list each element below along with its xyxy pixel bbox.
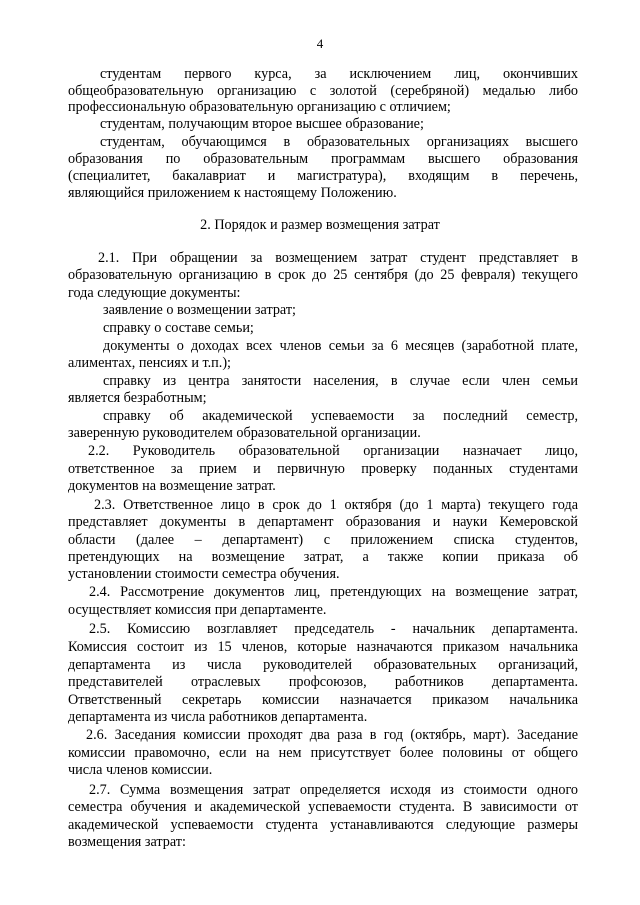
text-line: документов на возмещение затрат. <box>68 478 276 494</box>
text-line: 2.4. Рассмотрение документов лиц, претендующих на возмещение затрат, <box>89 584 578 600</box>
text-line: студентам первого курса, за исключением лиц, окончивших <box>100 66 578 82</box>
text-line: академической успеваемости студента устанавливаются следующие размеры <box>68 817 578 833</box>
text-line: возмещения затрат: <box>68 834 186 850</box>
text-line: департамента из числа руководителей образовательных организаций, <box>68 657 578 673</box>
page-number: 4 <box>316 36 324 51</box>
text-line: (специалитет, бакалавриат и магистратура), входящим в перечень, <box>68 168 578 184</box>
text-line: Ответственный секретарь комиссии назначается приказом начальника <box>68 692 578 708</box>
text-line: установлении стоимости семестра обучения. <box>68 566 340 582</box>
text-line: студентам, обучающимся в образовательных организациях высшего <box>100 134 578 150</box>
text-line: семестра обучения и академической успеваемости студента. В зависимости от <box>68 799 578 815</box>
text-line: представителей отраслевых профсоюзов, работников департамента. <box>68 674 578 690</box>
text-line: документы о доходах всех членов семьи за 6 месяцев (заработной плате, <box>103 338 578 354</box>
text-line: справку из центра занятости населения, в случае если член семьи <box>103 373 578 389</box>
text-line: комиссии правомочно, если на нем присутствует более половины от общего <box>68 745 578 761</box>
text-line: 2.6. Заседания комиссии проходят два раза в год (октябрь, март). Заседание <box>86 727 578 743</box>
text-line: заявление о возмещении затрат; <box>103 302 296 318</box>
text-line: образования по образовательным программам высшего образования <box>68 151 578 167</box>
text-line: года следующие документы: <box>68 285 241 301</box>
text-line: 2.2. Руководитель образовательной организации назначает лицо, <box>88 443 578 459</box>
text-line: претендующих на возмещение затрат, а также копии приказа об <box>68 549 578 565</box>
text-line: студентам, получающим второе высшее образование; <box>100 116 424 132</box>
text-line: справку об академической успеваемости за последний семестр, <box>103 408 578 424</box>
text-line: профессиональную образовательную организацию с отличием; <box>68 99 451 115</box>
text-line: осуществляет комиссия при департаменте. <box>68 602 327 618</box>
text-line: справку о составе семьи; <box>103 320 254 336</box>
text-line: общеобразовательную организацию с золотой (серебряной) медалью либо <box>68 83 578 99</box>
text-line: 2.7. Сумма возмещения затрат определяется исходя из стоимости одного <box>89 782 578 798</box>
text-line: числа членов комиссии. <box>68 762 213 778</box>
text-line: департамента из числа работников департамента. <box>68 709 368 725</box>
text-line: 2.1. При обращении за возмещением затрат студент представляет в <box>98 250 578 266</box>
text-line: образовательную организацию в срок до 25 сентября (до 25 февраля) текущего <box>68 267 578 283</box>
text-line: 2. Порядок и размер возмещения затрат <box>200 217 440 233</box>
text-line: области (далее – департамент) с приложением списка студентов, <box>68 532 578 548</box>
text-line: является безработным; <box>68 390 207 406</box>
text-line: алиментах, пенсиях и т.п.); <box>68 355 231 371</box>
text-line: являющийся приложением к настоящему Положению. <box>68 185 397 201</box>
text-line: Комиссия состоит из 15 членов, которые назначаются приказом начальника <box>68 639 578 655</box>
text-line: ответственное за прием и первичную проверку поданных студентами <box>68 461 578 477</box>
text-line: 2.3. Ответственное лицо в срок до 1 октября (до 1 марта) текущего года <box>94 497 578 513</box>
text-line: представляет документы в департамент образования и науки Кемеровской <box>68 514 578 530</box>
text-line: 2.5. Комиссию возглавляет председатель - начальник департамента. <box>89 621 578 637</box>
text-line: заверенную руководителем образовательной организации. <box>68 425 421 441</box>
